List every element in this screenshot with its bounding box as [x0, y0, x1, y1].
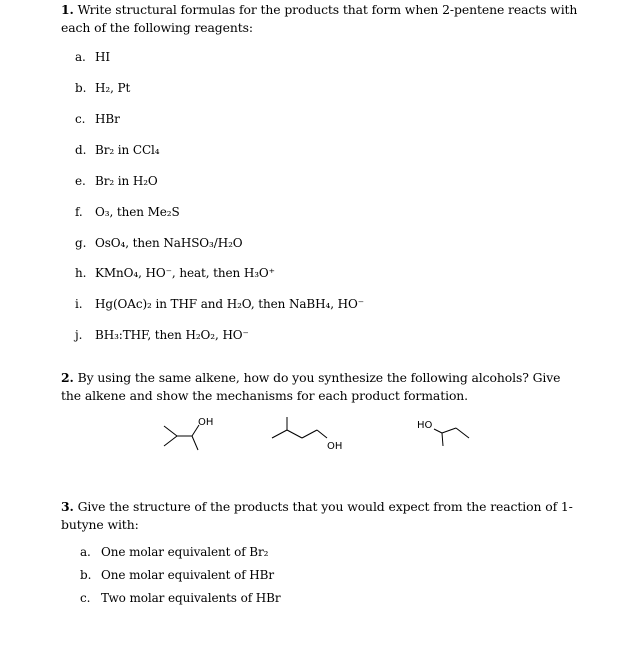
oh-label: OH	[198, 417, 214, 428]
option-label: i.	[75, 297, 83, 311]
q1-option-d	[75, 143, 159, 157]
bond	[164, 436, 177, 446]
question-1-number: 1.	[61, 2, 74, 17]
q1-option-c	[75, 112, 120, 126]
option-label: f.	[75, 205, 83, 219]
question-1	[61, 1, 581, 37]
option-label: e.	[75, 174, 86, 188]
option-label: h.	[75, 266, 87, 280]
oh-label: OH	[327, 441, 343, 452]
option-label: a.	[80, 545, 91, 559]
q3-option-a	[80, 545, 268, 559]
question-3-number: 3.	[61, 499, 74, 514]
option-text: HI	[95, 50, 111, 64]
ho-label: HO	[417, 420, 433, 431]
question-3-text: Give the structure of the products that you would expect from the reaction of 1-butyne with:	[61, 499, 573, 532]
alcohol-structure-3	[412, 412, 492, 466]
bond	[434, 429, 442, 433]
alcohol-structure-1	[150, 412, 230, 466]
q1-option-e	[75, 174, 158, 188]
question-2-text: By using the same alkene, how do you synthesize the following alcohols? Give the alkene and show the mechanisms for each product formation.	[61, 370, 561, 403]
option-text: One molar equivalent of Br₂	[101, 545, 269, 559]
alcohol-structure-2	[270, 412, 360, 466]
bond	[287, 430, 302, 438]
structure-3-bonds	[434, 428, 469, 446]
option-label: c.	[80, 591, 91, 605]
q1-option-a	[75, 50, 110, 64]
option-label: j.	[75, 328, 83, 342]
bond	[442, 428, 456, 433]
option-text: Br₂ in H₂O	[95, 174, 158, 188]
q1-option-g	[75, 236, 243, 250]
question-2-number: 2.	[61, 370, 74, 385]
option-text: O₃, then Me₂S	[95, 205, 180, 219]
structure-1-bonds	[164, 425, 199, 450]
option-label: a.	[75, 50, 86, 64]
q1-option-h	[75, 266, 275, 280]
option-text: One molar equivalent of HBr	[101, 568, 275, 582]
bond	[317, 430, 327, 438]
question-1-text: Write structural formulas for the products that form when 2-pentene reacts with each of the following reagents:	[61, 2, 578, 35]
bond	[442, 433, 443, 446]
option-label: b.	[75, 81, 87, 95]
q1-option-j	[75, 328, 249, 342]
structure-2-bonds	[272, 417, 327, 438]
bond	[456, 428, 469, 438]
option-text: OsO₄, then NaHSO₃/H₂O	[95, 236, 243, 250]
structure-1-svg	[150, 412, 230, 462]
option-label: c.	[75, 112, 86, 126]
q1-option-b	[75, 81, 130, 95]
q1-option-f	[75, 205, 180, 219]
q1-option-i	[75, 297, 364, 311]
question-3	[61, 498, 581, 534]
option-text: KMnO₄, HO⁻, heat, then H₃O⁺	[95, 266, 275, 280]
structure-3-svg	[412, 412, 492, 462]
option-label: b.	[80, 568, 92, 582]
bond	[192, 436, 198, 450]
option-label: d.	[75, 143, 87, 157]
option-text: Br₂ in CCl₄	[95, 143, 160, 157]
option-text: Hg(OAc)₂ in THF and H₂O, then NaBH₄, HO⁻	[95, 297, 364, 311]
bond	[302, 430, 317, 438]
bond	[272, 430, 287, 438]
question-2	[61, 369, 581, 405]
option-text: Two molar equivalents of HBr	[101, 591, 281, 605]
option-text: BH₃:THF, then H₂O₂, HO⁻	[95, 328, 249, 342]
q3-option-b	[80, 568, 274, 582]
option-text: HBr	[95, 112, 120, 126]
bond	[164, 426, 177, 436]
structure-2-svg	[270, 412, 360, 462]
option-text: H₂, Pt	[95, 81, 131, 95]
q3-option-c	[80, 591, 280, 605]
option-label: g.	[75, 236, 87, 250]
